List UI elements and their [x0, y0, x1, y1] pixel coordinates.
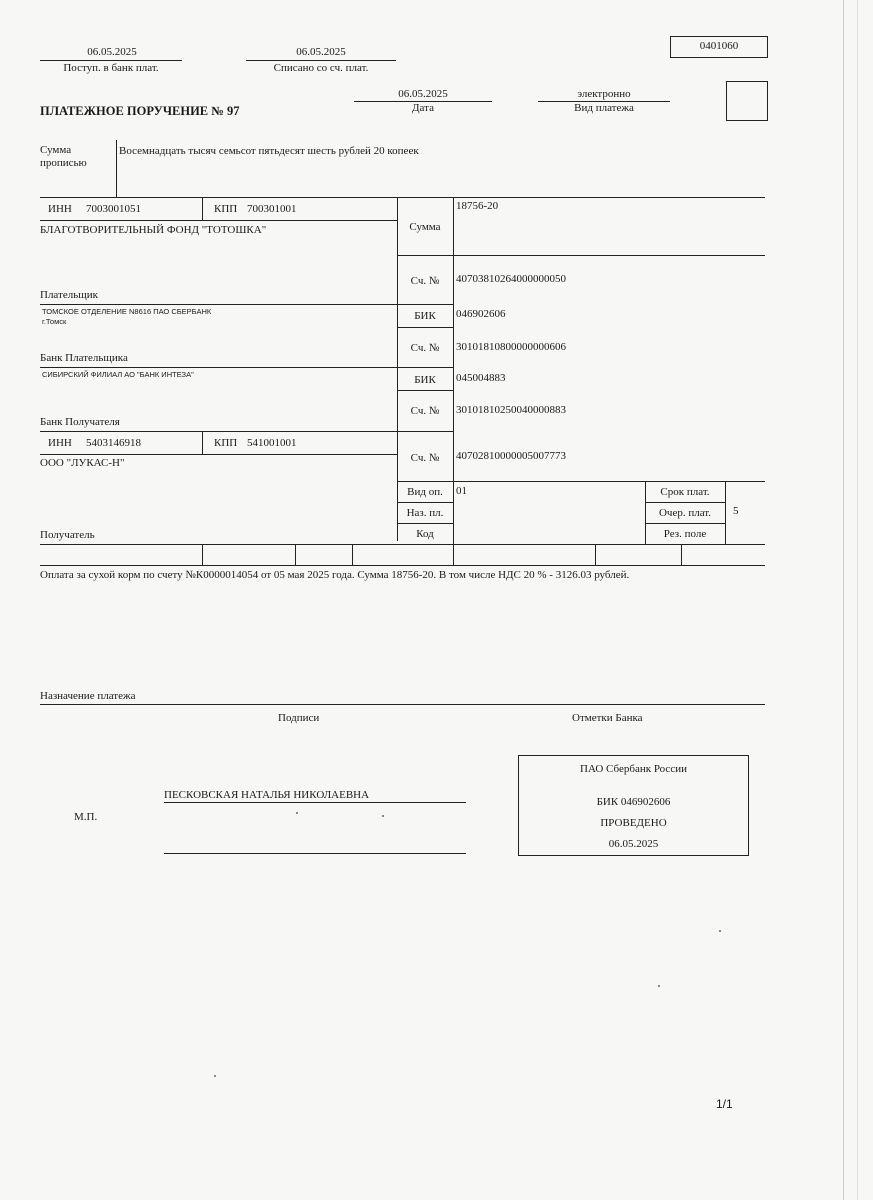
divider — [246, 60, 396, 61]
received-date: 06.05.2025 — [87, 46, 137, 58]
payee-bik: 045004883 — [456, 372, 506, 384]
payment-type: электронно — [577, 88, 631, 100]
form-code: 0401060 — [699, 40, 739, 52]
page-number: 1/1 — [716, 1097, 733, 1111]
signatures-label: Подписи — [278, 712, 320, 724]
stamp-bank-name: ПАО Сбербанк России — [580, 763, 687, 775]
amount-words-label: Сумма прописью — [40, 144, 87, 169]
payee-inn: 5403146918 — [86, 437, 141, 449]
payee-label: Получатель — [40, 529, 95, 541]
amount-label: Сумма — [409, 221, 441, 233]
divider — [352, 544, 353, 565]
payment-purpose-label: Назначение платежа — [40, 690, 136, 702]
payer-inn: 7003001051 — [86, 203, 141, 215]
scan-speck — [382, 815, 384, 817]
mp-label: М.П. — [74, 811, 98, 823]
payment-purpose-text: Оплата за сухой корм по счету №К0000014054 от 05 мая 2025 года. Сумма 18756-20. В том числе НДС 20 % - 3126.03 рублей. — [40, 569, 630, 581]
payer-bik: 046902606 — [456, 308, 506, 320]
scan-speck — [296, 812, 298, 814]
empty-code-box — [726, 81, 768, 121]
payer-bank-account-label: Сч. № — [410, 342, 440, 354]
divider — [40, 544, 765, 545]
divider — [40, 60, 182, 61]
payee-account-label: Сч. № — [410, 452, 440, 464]
ocher-value: 5 — [733, 505, 739, 517]
divider — [397, 255, 765, 256]
payer-account-label: Сч. № — [410, 275, 440, 287]
payee-kpp: 541001001 — [247, 437, 297, 449]
scan-edge — [843, 0, 844, 1200]
scan-speck — [658, 985, 660, 987]
divider — [295, 544, 296, 565]
divider — [40, 197, 765, 198]
payee-bank-account: 30101810250040000883 — [456, 404, 566, 416]
divider — [397, 481, 765, 482]
document-date: 06.05.2025 — [398, 88, 448, 100]
payer-kpp-label: КПП — [214, 203, 238, 215]
divider — [116, 140, 117, 197]
naz-pl-label: Наз. пл. — [406, 507, 444, 519]
payer-kpp: 700301001 — [247, 203, 297, 215]
divider — [202, 197, 203, 220]
payer-inn-label: ИНН — [48, 203, 72, 215]
scan-speck — [214, 1075, 216, 1077]
signature-line — [164, 853, 466, 854]
divider — [453, 197, 454, 565]
payer-bank-account: 30101810800000000606 — [456, 341, 566, 353]
stamp-status: ПРОВЕДЕНО — [600, 817, 667, 829]
scan-edge — [857, 0, 858, 1200]
payer-bik-label: БИК — [414, 310, 436, 322]
payee-bik-label: БИК — [414, 374, 436, 386]
divider — [202, 431, 203, 454]
divider — [681, 544, 682, 565]
received-label: Поступ. в банк плат. — [63, 62, 159, 74]
payee-kpp-label: КПП — [214, 437, 238, 449]
amount-words: Восемнадцать тысяч семьсот пятьдесят шесть рублей 20 копеек — [119, 145, 419, 157]
rez-label: Рез. поле — [663, 528, 707, 540]
divider — [40, 454, 397, 455]
divider — [40, 431, 453, 432]
payment-type-label: Вид платежа — [574, 102, 634, 114]
divider — [397, 327, 453, 328]
divider — [40, 565, 765, 566]
payer-account: 40703810264000000050 — [456, 273, 566, 285]
stamp-date: 06.05.2025 — [608, 838, 659, 850]
divider — [595, 544, 596, 565]
signature-line — [164, 802, 466, 803]
divider — [645, 523, 725, 524]
payer-bank-city: г.Томск — [42, 317, 67, 326]
divider — [40, 220, 397, 221]
vid-op-value: 01 — [456, 485, 467, 497]
signer-name: ПЕСКОВСКАЯ НАТАЛЬЯ НИКОЛАЕВНА — [164, 789, 370, 801]
scan-speck — [719, 930, 721, 932]
payee-name: ООО "ЛУКАС-Н" — [40, 457, 125, 469]
stamp-bik: БИК 046902606 — [596, 796, 671, 808]
debited-label: Списано со сч. плат. — [273, 62, 369, 74]
payee-bank-account-label: Сч. № — [410, 405, 440, 417]
debited-date: 06.05.2025 — [296, 46, 346, 58]
divider — [40, 367, 453, 368]
divider — [397, 523, 453, 524]
document-title: ПЛАТЕЖНОЕ ПОРУЧЕНИЕ № 97 — [40, 104, 240, 118]
vid-op-label: Вид оп. — [407, 486, 443, 498]
payer-label: Плательщик — [40, 289, 98, 301]
srok-label: Срок плат. — [660, 486, 710, 498]
divider — [645, 502, 725, 503]
payee-bank-name: СИБИРСКИЙ ФИЛИАЛ АО "БАНК ИНТЕЗА" — [42, 370, 194, 379]
amount-value: 18756-20 — [456, 200, 499, 212]
divider — [397, 502, 453, 503]
payer-bank-name: ТОМСКОЕ ОТДЕЛЕНИЕ N8616 ПАО СБЕРБАНК — [42, 307, 212, 316]
divider — [202, 544, 203, 565]
divider — [725, 481, 726, 544]
payee-inn-label: ИНН — [48, 437, 72, 449]
divider — [40, 704, 765, 705]
payee-bank-label: Банк Получателя — [40, 416, 120, 428]
ocher-label: Очер. плат. — [658, 507, 712, 519]
kod-label: Код — [416, 528, 434, 540]
payer-bank-label: Банк Плательщика — [40, 352, 128, 364]
bank-marks-label: Отметки Банка — [572, 712, 643, 724]
divider — [397, 390, 453, 391]
payee-account: 40702810000005007773 — [456, 450, 566, 462]
date-label: Дата — [412, 102, 434, 114]
payer-name: БЛАГОТВОРИТЕЛЬНЫЙ ФОНД "ТОТОШКА" — [40, 224, 267, 236]
divider — [40, 304, 453, 305]
